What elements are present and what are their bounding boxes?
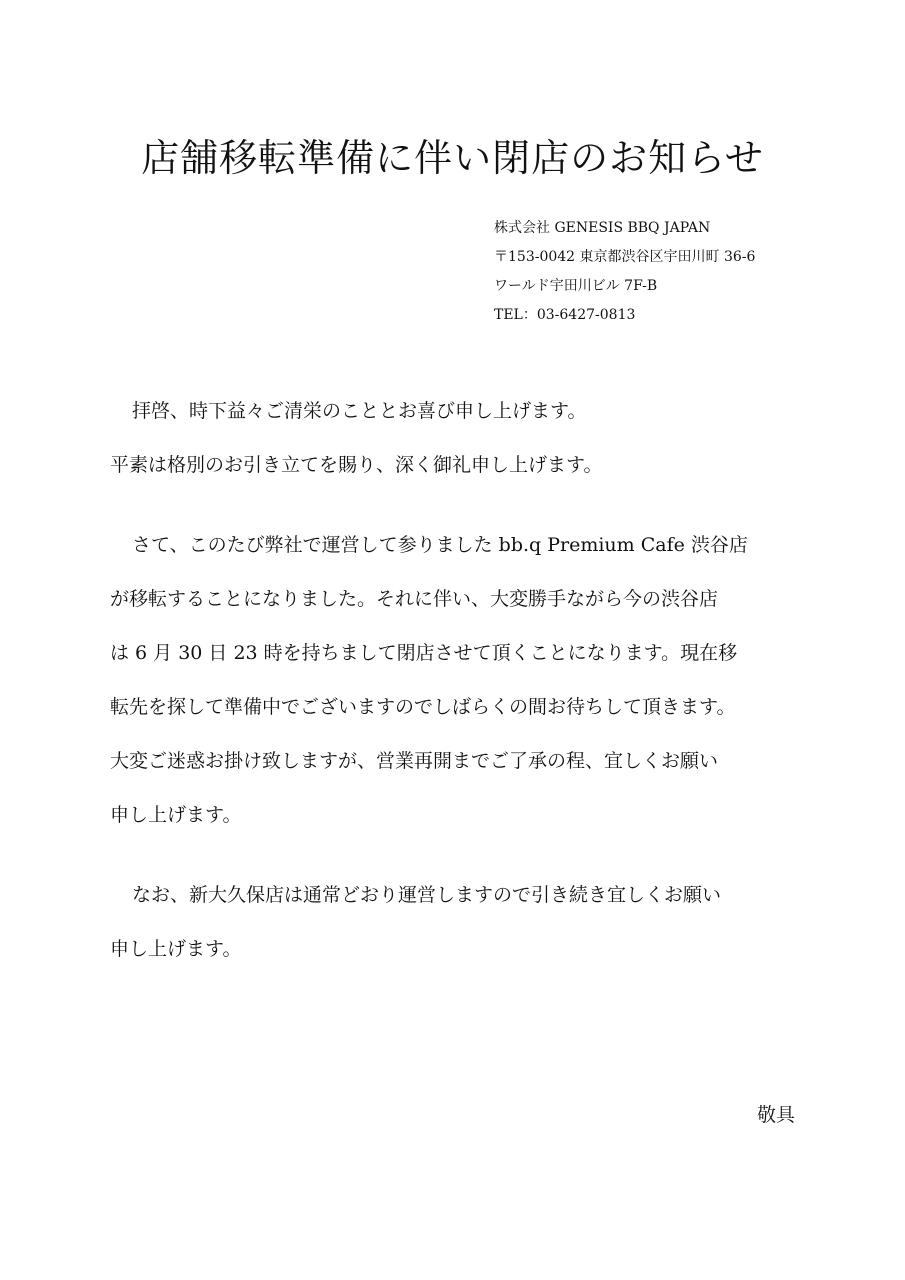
sender-address-line-1: 〒153-0042 東京都渋谷区宇田川町 36-6	[494, 249, 756, 265]
closure-announcement-paragraph	[110, 518, 810, 842]
paragraph-line: は 6 月 30 日 23 時を持ちまして閉店させて頂くことになります。現在移	[110, 642, 738, 664]
document-title: 店舗移転準備に伴い閉店のお知らせ	[141, 136, 764, 180]
paragraph-line: 申し上げます。	[110, 938, 242, 960]
paragraph-line: さて、このたび弊社で運営して参りました bb.q Premium Cafe 渋谷店	[132, 534, 748, 556]
greeting-paragraph	[110, 384, 810, 492]
paragraph-line: 申し上げます。	[110, 804, 242, 826]
sender-address-line-2: ワールド宇田川ビル 7F-B	[494, 278, 658, 294]
paragraph-line: 平素は格別のお引き立てを賜り、深く御礼申し上げます。	[110, 454, 603, 476]
sender-telephone: TEL：03-6427-0813	[494, 307, 636, 323]
sender-block	[494, 214, 755, 330]
closing-salutation: 敬具	[756, 1104, 795, 1126]
paragraph-line: 大変ご迷惑お掛け致しますが、営業再開までご了承の程、宜しくお願い	[110, 750, 719, 772]
paragraph-line: なお、新大久保店は通常どおり運営しますので引き続き宜しくお願い	[132, 884, 722, 906]
sender-company: 株式会社 GENESIS BBQ JAPAN	[494, 220, 711, 236]
paragraph-line: 転先を探して準備中でございますのでしばらくの間お待ちして頂きます。	[110, 696, 736, 718]
paragraph-line: 拝啓、時下益々ご清栄のこととお喜び申し上げます。	[132, 400, 587, 422]
other-store-paragraph	[110, 868, 810, 976]
paragraph-line: が移転することになりました。それに伴い、大変勝手ながら今の渋谷店	[110, 588, 719, 610]
document-body	[110, 384, 810, 1002]
